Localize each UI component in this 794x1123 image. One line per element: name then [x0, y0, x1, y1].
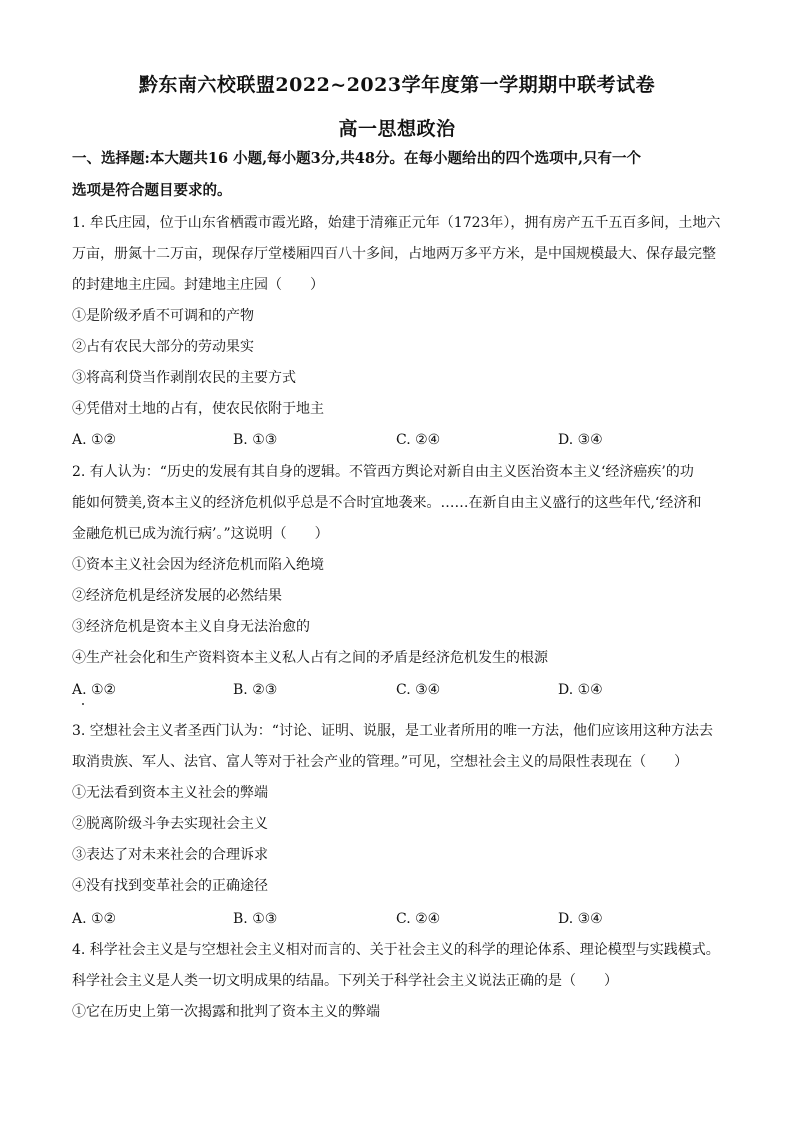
q2-item-4: ④生产社会化和生产资料资本主义私人占有之间的矛盾是经济危机发生的根源 — [72, 650, 548, 666]
q1-option-d[interactable]: D. ③④ — [558, 432, 603, 448]
q2-item-3: ③经济危机是资本主义自身无法治愈的 — [72, 619, 310, 635]
q1-option-a[interactable]: A. ①② — [72, 432, 117, 448]
exam-subtitle: 高一思想政治 — [338, 118, 456, 140]
q3-option-d[interactable]: D. ③④ — [558, 911, 603, 927]
q1-item-4: ④凭借对土地的占有，使农民依附于地主 — [72, 401, 324, 417]
q3-stem-line-1: 3. 空想社会主义者圣西门认为：“讨论、证明、说服，是工业者所用的唯一方法，他们应该用这种方法去 — [72, 723, 713, 739]
q3-item-1: ①无法看到资本主义社会的弊端 — [72, 785, 268, 801]
q4-stem-line-1: 4. 科学社会主义是与空想社会主义相对而言的、关于社会主义的科学的理论体系、理论模型与实践模式。 — [72, 942, 720, 958]
q2-option-b[interactable]: B. ②③ — [233, 682, 278, 698]
q1-item-2: ②占有农民大部分的劳动果实 — [72, 339, 254, 355]
q3-option-a[interactable]: A. ①② — [72, 911, 117, 927]
q3-stem-line-2: 取消贵族、军人、法官、富人等对于社会产业的管理。”可见，空想社会主义的局限性表现在（ ） — [72, 754, 689, 770]
q2-stem-line-3: 金融危机已成为流行病’。”这说明（ ） — [72, 526, 329, 542]
q1-option-b[interactable]: B. ①③ — [233, 432, 278, 448]
q3-item-3: ③表达了对未来社会的合理诉求 — [72, 847, 268, 863]
q1-stem-line-2: 万亩，册氮十二万亩，现保存厅堂楼厢四百八十多间，占地两万多平方米，是中国规模最大、保存最完整 — [72, 246, 716, 262]
q2-stem-line-1: 2. 有人认为：“历史的发展有其自身的逻辑。不管西方舆论对新自由主义医治资本主义‘经济癌疾’的功 — [72, 464, 694, 480]
section-instruction-line-1: 一、选择题:本大题共16 小题,每小题3分,共48分。在每小题给出的四个选项中,只有一个 — [72, 150, 641, 167]
q1-item-3: ③将高利贷当作剥削农民的主要方式 — [72, 370, 296, 386]
q2-option-c[interactable]: C. ③④ — [396, 682, 441, 698]
q4-stem-line-2: 科学社会主义是人类一切文明成果的结晶。下列关于科学社会主义说法正确的是（ ） — [72, 973, 618, 989]
q1-option-c[interactable]: C. ②④ — [396, 432, 441, 448]
q3-item-2: ②脱离阶级斗争去实现社会主义 — [72, 816, 268, 832]
q3-option-c[interactable]: C. ②④ — [396, 911, 441, 927]
q3-item-4: ④没有找到变革社会的正确途径 — [72, 878, 268, 894]
exam-title: 黔东南六校联盟2022~2023学年度第一学期期中联考试卷 — [138, 74, 656, 96]
q2-item-1: ①资本主义社会因为经济危机而陷入绝境 — [72, 557, 324, 573]
q1-item-1: ①是阶级矛盾不可调和的产物 — [72, 308, 254, 324]
q3-option-b[interactable]: B. ①③ — [233, 911, 278, 927]
q2-stem-line-2: 能如何赞美,资本主义的经济危机似乎总是不合时宜地袭来。……在新自由主义盛行的这些年代,‘经济和 — [72, 495, 702, 511]
stray-dot-mark — [82, 703, 84, 705]
q2-item-2: ②经济危机是经济发展的必然结果 — [72, 588, 282, 604]
q2-option-a[interactable]: A. ①② — [72, 682, 117, 698]
q2-option-d[interactable]: D. ①④ — [558, 682, 603, 698]
section-instruction-line-2: 选项是符合题目要求的。 — [72, 182, 232, 199]
q1-stem-line-1: 1. 牟氏庄园，位于山东省栖霞市霞光路，始建于清雍正元年（1723年），拥有房产五千五百多间，土地六 — [72, 215, 721, 231]
q1-stem-line-3: 的封建地主庄园。封建地主庄园（ ） — [72, 277, 324, 293]
q4-item-1: ①它在历史上第一次揭露和批判了资本主义的弊端 — [72, 1004, 380, 1020]
